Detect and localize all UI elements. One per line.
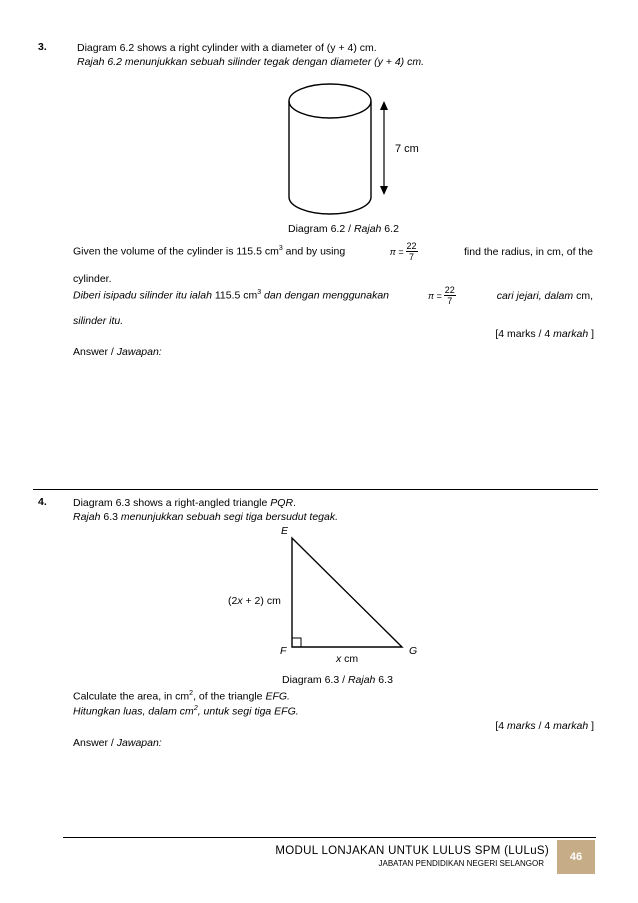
footer-department: JABATAN PENDIDIKAN NEGERI SELANGOR bbox=[378, 859, 544, 868]
question-3-marks: [4 marks / 4 markah ] bbox=[495, 328, 594, 340]
footer-rule bbox=[63, 837, 596, 838]
question-3-answer-label: Answer / Jawapan: bbox=[73, 346, 162, 358]
pi-formula-ms: π = $\frac{22}{7}$ bbox=[427, 285, 455, 306]
vertex-f-label: F bbox=[280, 645, 287, 657]
page-number-badge: 46 bbox=[557, 840, 595, 874]
cylinder-height-label: 7 cm bbox=[395, 143, 419, 155]
question-3-number: 3. bbox=[38, 41, 47, 53]
question-3-given-en: Given the volume of the cylinder is 115.5 $cm^3$ and by using π = $\frac{22}{7}$ find the radius, in cm, of the bbox=[73, 241, 593, 262]
question-4-number: 4. bbox=[38, 496, 47, 508]
question-4-calc-ms: Hitungkan luas, dalam $cm^2$, untuk segi tiga EFG. bbox=[73, 705, 299, 718]
question-3-text-ms: Rajah 6.2 menunjukkan sebuah silinder tegak dengan diameter (y + 4) cm. bbox=[77, 56, 424, 68]
question-4-text-ms: Rajah 6.3 menunjukkan sebuah segi tiga bersudut tegak. bbox=[73, 511, 339, 523]
cylinder-diagram bbox=[280, 76, 400, 222]
vertex-g-label: G bbox=[409, 645, 418, 657]
question-3-given-en-cont: cylinder. bbox=[73, 273, 112, 285]
pi-formula: π = $\frac{22}{7}$ bbox=[389, 241, 417, 262]
question-4-calc-en: Calculate the area, in $cm^2$, of the triangle EFG. bbox=[73, 690, 290, 703]
triangle-diagram bbox=[285, 534, 415, 654]
footer-module-title: MODUL LONJAKAN UNTUK LULUS SPM (LULuS) bbox=[275, 845, 549, 857]
question-3-text-en: Diagram 6.2 shows a right cylinder with a diameter of (y + 4) cm. bbox=[77, 42, 377, 54]
question-3-given-ms-cont: silinder itu. bbox=[73, 315, 124, 327]
diagram-6-2-caption: Diagram 6.2 / Rajah 6.2 bbox=[288, 223, 399, 235]
question-4-answer-label: Answer / Jawapan: bbox=[73, 737, 162, 749]
side-ef-label: (2x + 2) cm bbox=[228, 595, 281, 607]
question-4-marks: [4 marks / 4 markah ] bbox=[495, 720, 594, 732]
side-fg-label: x cm bbox=[336, 653, 359, 665]
question-4-text-en: Diagram 6.3 shows a right-angled triangle PQR. bbox=[73, 497, 296, 509]
section-divider bbox=[33, 489, 598, 490]
diagram-6-3-caption: Diagram 6.3 / Rajah 6.3 bbox=[282, 674, 393, 686]
question-3-given-ms: Diberi isipadu silinder itu ialah 115.5 $cm^3$ dan dengan menggunakan π = $\frac{22}{7}$ cari jejari, dalam cm, bbox=[73, 285, 593, 306]
vertex-e-label: E bbox=[281, 525, 289, 537]
